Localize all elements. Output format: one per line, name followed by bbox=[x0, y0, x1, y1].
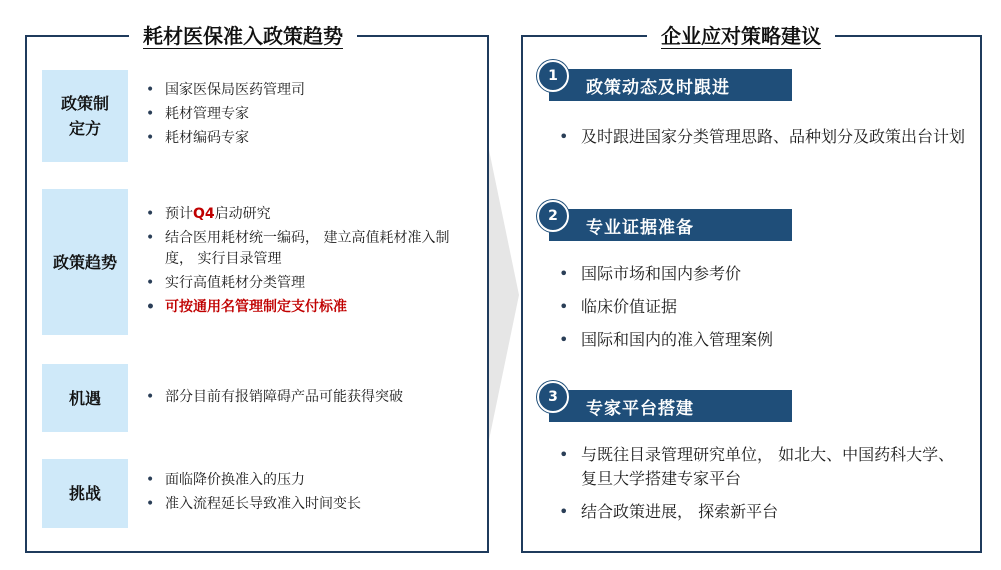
list-item: • 与既往目录管理研究单位， 如北大、中国药科大学、复旦大学搭建专家平台 bbox=[557, 443, 970, 491]
arrow-polygon bbox=[489, 150, 519, 440]
list-item-text: 启动研究 bbox=[214, 206, 271, 222]
right-panel bbox=[521, 24, 982, 553]
step-1-list bbox=[557, 125, 970, 158]
label-policy-trend bbox=[42, 189, 128, 335]
step-3-title: 专家平台搭建 bbox=[586, 398, 694, 419]
list-item: • 临床价值证据 bbox=[557, 295, 970, 319]
step-3-badge: 3 bbox=[537, 381, 569, 413]
title-underline bbox=[143, 48, 343, 49]
step-2-title: 专业证据准备 bbox=[586, 217, 694, 238]
right-panel-title bbox=[647, 21, 835, 51]
chevron-arrow-shape bbox=[489, 150, 519, 440]
label-policy-maker bbox=[42, 70, 128, 162]
step-1-title: 政策动态及时跟进 bbox=[586, 77, 730, 98]
list-item: • 部分目前有报销障碍产品可能获得突破 bbox=[143, 387, 473, 408]
left-panel-title bbox=[129, 21, 357, 51]
list-item bbox=[143, 204, 473, 225]
step-3-list bbox=[557, 443, 970, 533]
list-item: • 国际市场和国内参考价 bbox=[557, 262, 970, 286]
list-item: • 准入流程延长导致准入时间变长 bbox=[143, 494, 473, 515]
label-challenge bbox=[42, 459, 128, 528]
policy-maker-list bbox=[143, 80, 473, 152]
left-panel-title-text: 耗材医保准入政策趋势 bbox=[143, 24, 343, 48]
challenge-list bbox=[143, 470, 473, 518]
list-item: • 及时跟进国家分类管理思路、品种划分及政策出台计划 bbox=[557, 125, 970, 149]
policy-trend-list bbox=[143, 204, 473, 321]
list-item-text: 预计 bbox=[165, 206, 193, 222]
list-item: • 耗材编码专家 bbox=[143, 128, 473, 149]
list-item: • 实行高值耗材分类管理 bbox=[143, 273, 473, 294]
label-policy-trend-text: 政策趋势 bbox=[52, 252, 117, 272]
right-panel-title-text: 企业应对策略建议 bbox=[661, 24, 821, 48]
step-1-header bbox=[549, 69, 792, 101]
step-3-header bbox=[549, 390, 792, 422]
list-item: • 国际和国内的准入管理案例 bbox=[557, 328, 970, 352]
list-item: • 结合政策进展， 探索新平台 bbox=[557, 500, 970, 524]
label-opportunity-text: 机遇 bbox=[68, 388, 101, 408]
list-item: • 国家医保局医药管理司 bbox=[143, 80, 473, 101]
title-underline bbox=[661, 48, 821, 49]
step-2-badge: 2 bbox=[537, 200, 569, 232]
step-2-header bbox=[549, 209, 792, 241]
step-2-list bbox=[557, 262, 970, 361]
left-panel bbox=[25, 24, 489, 553]
opportunity-list bbox=[143, 387, 473, 411]
step-1-badge: 1 bbox=[537, 60, 569, 92]
list-item-highlight: • 可按通用名管理制定支付标准 bbox=[143, 297, 473, 318]
label-challenge-text: 挑战 bbox=[68, 484, 101, 503]
list-item: • 结合医用耗材统一编码， 建立高值耗材准入制度， 实行目录管理 bbox=[143, 228, 473, 270]
highlight-token: Q4 bbox=[193, 206, 215, 222]
list-item: • 耗材管理专家 bbox=[143, 104, 473, 125]
label-policy-maker-text: 政策制定方 bbox=[60, 94, 109, 138]
label-opportunity bbox=[42, 364, 128, 432]
list-item: • 面临降价换准入的压力 bbox=[143, 470, 473, 491]
